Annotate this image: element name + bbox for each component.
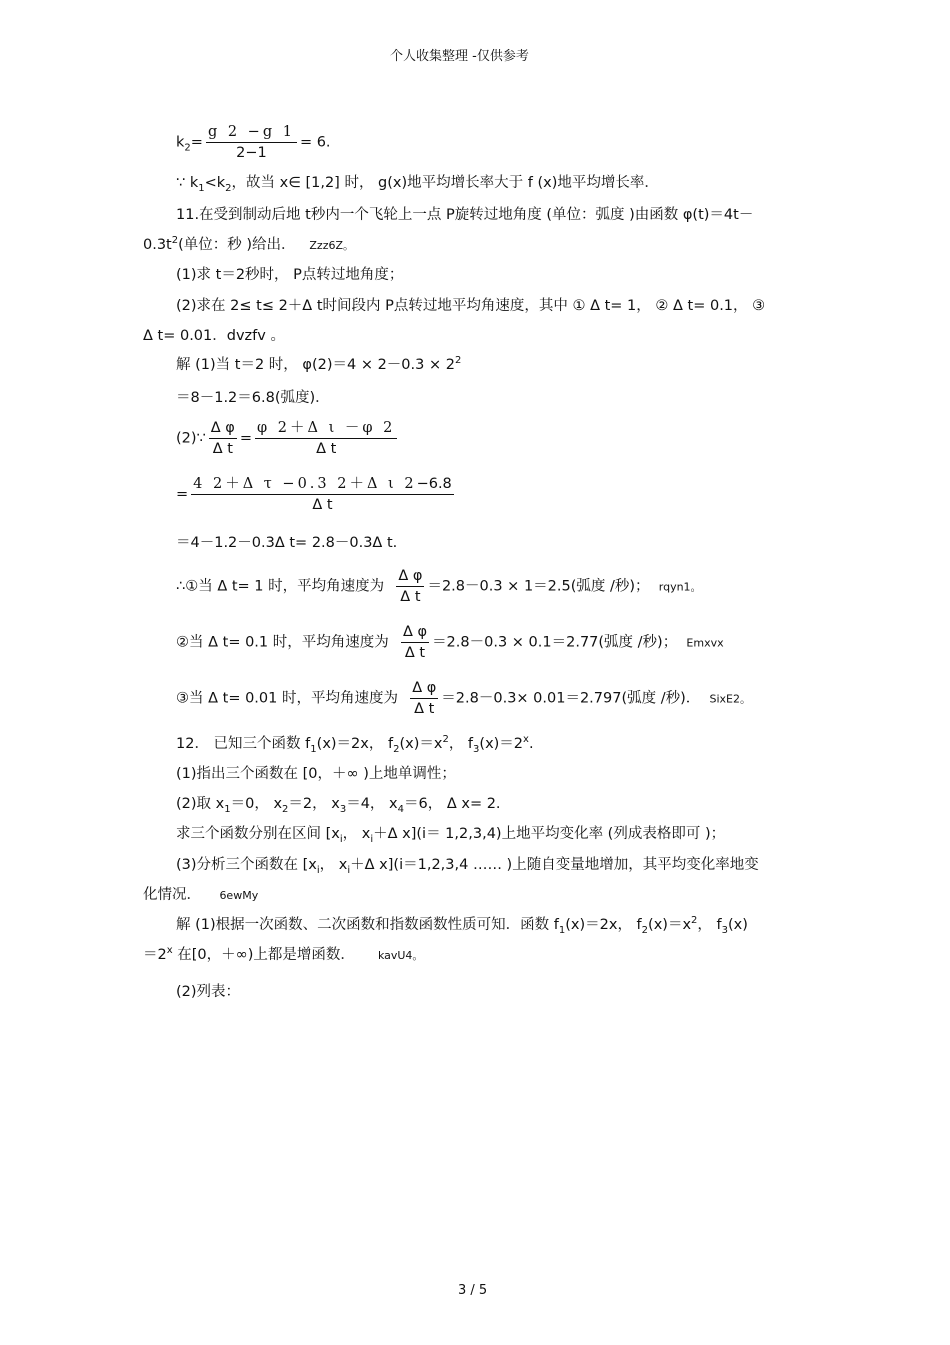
text-segment: ＝2 (143, 947, 167, 963)
problem-11-part-2-cont: Δ t= 0.01．dvzfv 。 (143, 328, 285, 344)
result-text: = 6. (299, 134, 331, 151)
text-segment: <k (204, 175, 226, 191)
superscript: x (523, 734, 529, 746)
text-segment: 求三个函数分别在区间 [x (176, 826, 340, 842)
subscript: 4 (397, 803, 404, 815)
fraction-denominator: Δ t (316, 441, 337, 457)
fraction-denominator: Δ t (212, 441, 233, 457)
fraction-delta-phi (410, 680, 438, 717)
solution-11-step-2-expand (176, 476, 457, 513)
k-symbol: k (176, 134, 185, 151)
text-segment: ，故当 x∈ [1,2] 时， g(x)地平均增长率大于 f (x)地平均增长率． (231, 175, 659, 191)
solution-12-part-1-cont (143, 946, 423, 965)
fraction-numerator: Δ φ (401, 624, 429, 643)
subscript: 2 (641, 924, 649, 936)
subscript: 2 (282, 803, 289, 815)
text-segment: (x)＝2 (479, 736, 524, 752)
fraction-denominator: 2−1 (236, 145, 267, 161)
subscript: 1 (310, 743, 317, 755)
text-segment: ②当 Δ t= 0.1 时，平均角速度为 (176, 634, 389, 651)
text-segment: (2)∵ (176, 430, 206, 447)
subscript: 1 (198, 182, 205, 194)
subscript: i (370, 833, 374, 845)
subscript: 3 (473, 743, 480, 755)
line-compare-rates (176, 174, 659, 192)
text-segment: ＝2， x (288, 796, 340, 812)
subscript: 3 (721, 924, 728, 936)
fraction-delta-phi (209, 420, 237, 457)
solution-11-case-1 (176, 568, 702, 605)
equals-sign: = (190, 134, 203, 151)
text-segment: ＋Δ x](i＝1,2,3,4 …… )上随自变量地增加，其平均变化率地变 (350, 857, 759, 873)
subscript: i (339, 833, 343, 845)
page-number: 3 / 5 (458, 1283, 488, 1298)
text-segment: ， f (697, 917, 722, 933)
text-segment: (x)＝x (399, 736, 443, 752)
solution-11-step-2-simplified: ＝4－1.2－0.3Δ t= 2.8－0.3Δ t. (176, 535, 398, 551)
fraction-k2 (206, 124, 297, 161)
text-segment: ③当 Δ t= 0.01 时，平均角速度为 (176, 690, 398, 707)
text-segment: . (528, 736, 534, 752)
problem-11-statement: 11.在受到制动后地 t秒内一个飞轮上一点 P旋转过地角度 (单位：弧度 )由函数 φ(t)＝4t－ (176, 207, 754, 223)
k-subscript: 2 (184, 142, 191, 154)
page-header: 个人收集整理 -仅供参考 (390, 49, 529, 64)
subscript: 1 (558, 924, 566, 936)
subscript: 2 (393, 743, 400, 755)
subscript: 3 (339, 803, 347, 815)
superscript: 2 (442, 734, 449, 746)
solution-11-step-1-result: ＝8－1.2＝6.8(弧度)． (176, 390, 330, 406)
superscript: 2 (691, 915, 698, 927)
numerator-expression: 4 2＋Δ τ −0.3 2＋Δ ι 2 (193, 476, 417, 492)
problem-12-part-3-cont (143, 886, 258, 905)
superscript: 2 (454, 355, 462, 367)
numerator-tail: −6.8 (416, 476, 452, 492)
fraction-denominator: Δ t (404, 645, 426, 661)
fraction-expanded (191, 476, 454, 513)
subscript: i (347, 864, 351, 876)
superscript: x (166, 945, 173, 957)
text-segment: ＝4， x (346, 796, 398, 812)
problem-12-statement (176, 735, 534, 753)
text-segment: ＝2.8－0.3× 0.01＝2.797(弧度 /秒)． (441, 690, 701, 707)
solution-12-part-2: (2)列表： (176, 984, 241, 1000)
fraction-denominator: Δ t (414, 701, 435, 717)
text-segment: 在[0，＋∞)上都是增函数． (177, 947, 355, 963)
text-segment: (3)分析三个函数在 [x (176, 857, 317, 873)
superscript: 2 (171, 235, 179, 247)
watermark-tag: 6ewMy (219, 889, 259, 902)
fraction-numerator: Δ φ (209, 420, 237, 439)
text-segment: ＝0， x (230, 796, 283, 812)
watermark-tag: kavU4。 (377, 949, 424, 962)
text-segment: 解 (1)当 t＝2 时， φ(2)＝4 × 2－0.3 × 2 (176, 357, 455, 373)
text-segment: 12． 已知三个函数 f (176, 736, 311, 752)
text-segment: ＝2.8－0.3 × 1＝2.5(弧度 /秒)； (427, 578, 650, 595)
problem-12-part-2 (176, 795, 501, 813)
text-segment: 0.3t (143, 237, 172, 253)
text-segment: ＝2.8－0.3 × 0.1＝2.77(弧度 /秒)； (432, 634, 678, 651)
text-segment: (x)＝2x， f (316, 736, 394, 752)
fraction-numerator: Δ φ (396, 568, 424, 587)
problem-11-statement-cont (143, 236, 354, 255)
fraction-phi-expression (255, 420, 397, 457)
fraction-denominator: Δ t (400, 589, 421, 605)
subscript: i (316, 864, 320, 876)
solution-12-part-1 (176, 916, 748, 934)
fraction-numerator: Δ φ (410, 680, 438, 699)
text-segment: ＋Δ x](i＝ 1,2,3,4)上地平均变化率 (列成表格即可 )； (373, 826, 726, 842)
fraction-numerator: φ 2＋Δ ι －φ 2 (255, 420, 397, 439)
text-segment: 化情况． (143, 887, 201, 903)
problem-12-part-2-cont (176, 825, 725, 843)
line-k2-result (176, 124, 331, 161)
text-segment: (x)＝2x， f (565, 917, 642, 933)
fraction-delta-phi (401, 624, 429, 661)
fraction-numerator (191, 476, 454, 495)
solution-11-step-2 (176, 420, 400, 457)
text-segment: ＝6， Δ x= 2. (404, 796, 501, 812)
text-segment: ∵ k (176, 175, 199, 191)
watermark-tag: rqyn1。 (658, 580, 702, 594)
problem-11-part-1: (1)求 t＝2秒时， P点转过地角度； (176, 267, 404, 283)
problem-11-part-2: (2)求在 2≤ t≤ 2＋Δ t时间段内 P点转过地平均角速度，其中 ① Δ t= 1， ② Δ t= 0.1， ③ (176, 298, 766, 314)
watermark-tag: Emxvx (686, 636, 724, 650)
equals-sign: = (176, 486, 189, 503)
text-segment: ， x (319, 857, 348, 873)
watermark-tag: Zzz6Z。 (309, 239, 355, 252)
text-segment: ∴①当 Δ t= 1 时，平均角速度为 (176, 578, 385, 595)
fraction-denominator: Δ t (312, 497, 333, 513)
solution-11-case-2 (176, 624, 724, 661)
fraction-delta-phi (396, 568, 424, 605)
text-segment: (2)取 x (176, 796, 225, 812)
equals-sign: = (239, 430, 253, 447)
text-segment: (x)＝x (648, 917, 692, 933)
text-segment: (单位：秒 )给出． (178, 237, 296, 253)
solution-11-case-3 (176, 680, 751, 717)
problem-12-part-1: (1)指出三个函数在 [0，＋∞ )上地单调性； (176, 766, 456, 782)
subscript: 1 (224, 803, 231, 815)
solution-11-step-1 (176, 356, 461, 374)
subscript: 2 (225, 182, 232, 194)
text-segment: ， x (342, 826, 371, 842)
fraction-numerator: g 2 −g 1 (206, 124, 297, 143)
text-segment: ， f (448, 736, 474, 752)
text-segment: (x) (728, 917, 748, 933)
watermark-tag: SixE2。 (709, 692, 751, 706)
problem-12-part-3 (176, 856, 759, 874)
text-segment: 解 (1)根据一次函数、二次函数和指数函数性质可知．函数 f (176, 917, 559, 933)
